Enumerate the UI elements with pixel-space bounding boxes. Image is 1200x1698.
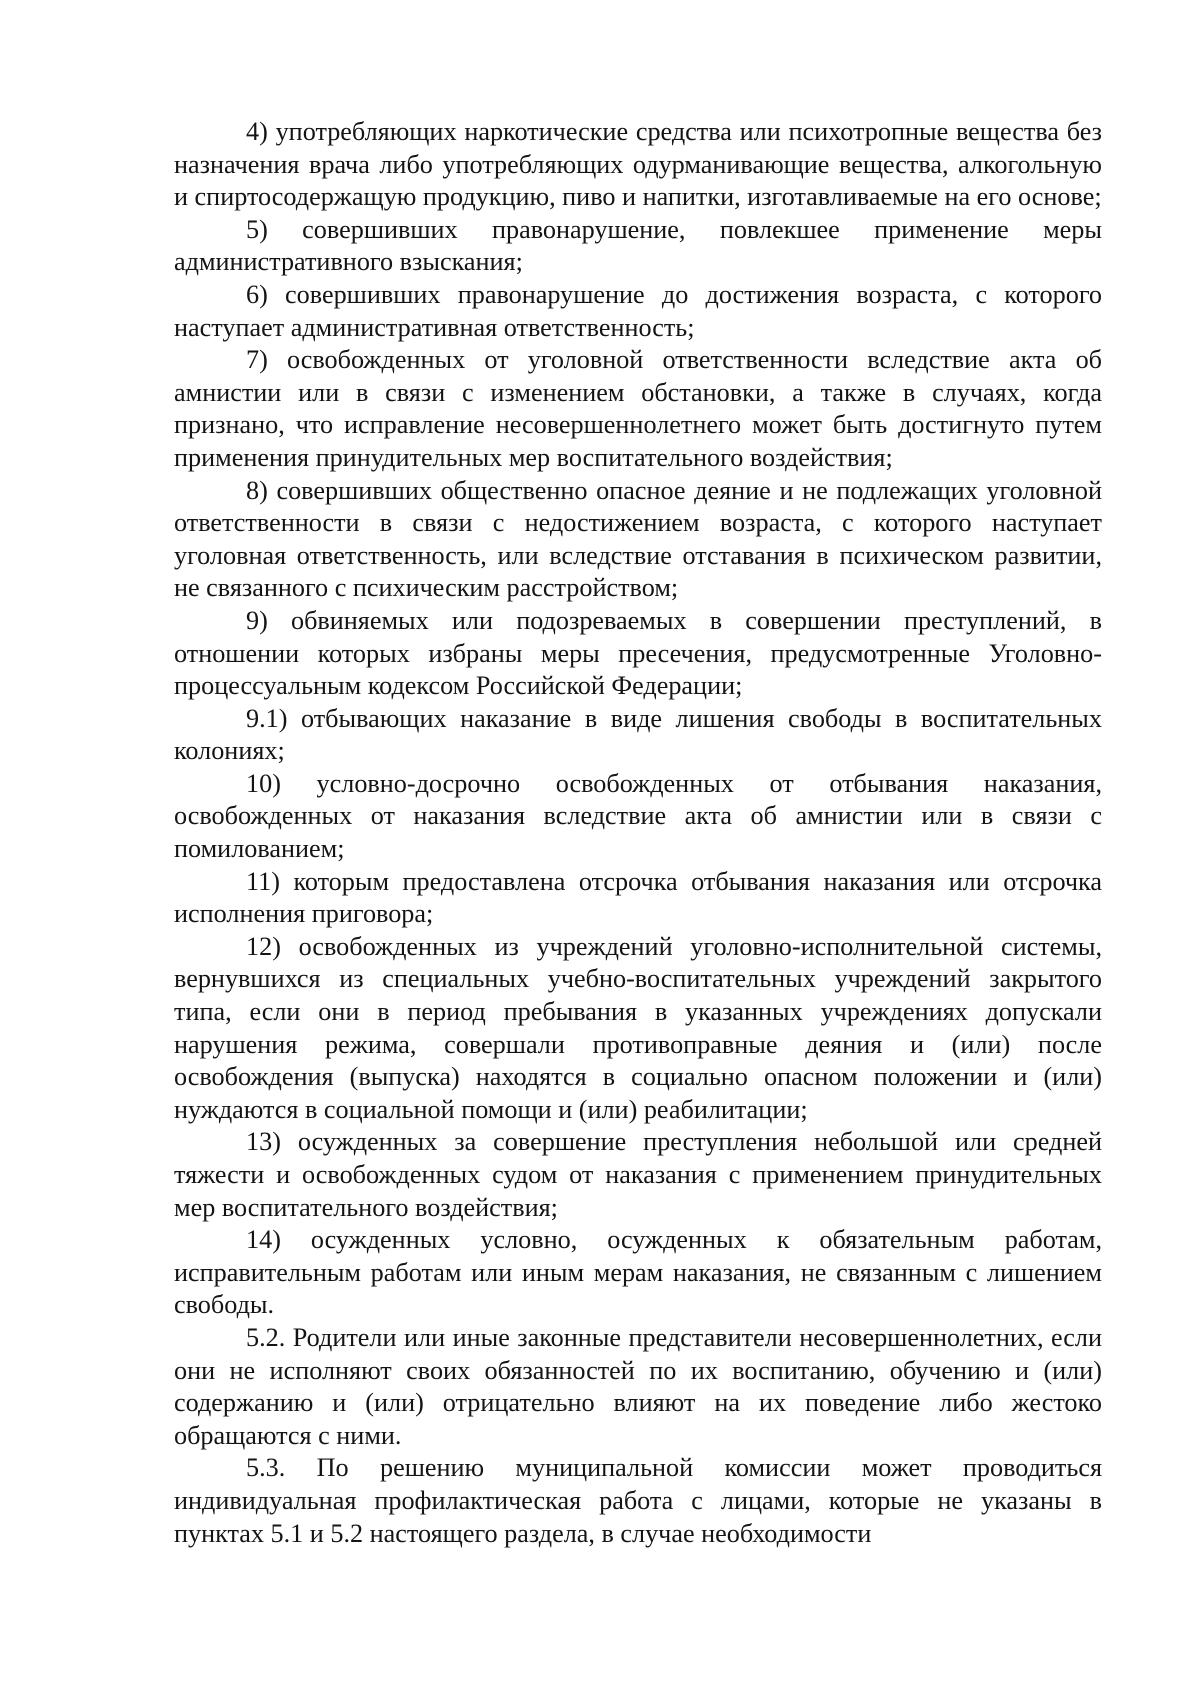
paragraph-item-9-1: 9.1) отбывающих наказание в виде лишения свободы в воспитательных колониях; bbox=[174, 703, 1102, 766]
paragraph-item-6: 6) совершивших правонарушение до достижения возраста, с которого наступает административная ответственность; bbox=[174, 279, 1102, 342]
paragraph-item-10: 10) условно-досрочно освобожденных от отбывания наказания, освобожденных от наказания вследствие акта об амнистии или в связи с помилованием; bbox=[174, 768, 1102, 864]
paragraph-item-14: 14) осужденных условно, осужденных к обязательным работам, исправительным работам или иным мерам наказания, не связанным с лишением свободы. bbox=[174, 1225, 1102, 1320]
paragraph-item-5: 5) совершивших правонарушение, повлекшее применение меры административного взыскания; bbox=[174, 214, 1102, 277]
paragraph-section-5-3: 5.3. По решению муниципальной комиссии может проводиться индивидуальная профилактическая работа с лицами, которые не указаны в пунктах 5.1 и 5.2 настоящего раздела, в случае необходимости bbox=[174, 1453, 1102, 1548]
paragraph-item-13: 13) осужденных за совершение преступления небольшой или средней тяжести и освобожденных судом от наказания с применением принудительных мер воспитательного воздействия; bbox=[174, 1127, 1102, 1222]
paragraph-item-8: 8) совершивших общественно опасное деяние и не подлежащих уголовной ответственности в связи с недостижением возраста, с которого наступает уголовная ответственность, или вследствие отставания в психическом развитии, не связанного с психическим расстройством; bbox=[174, 475, 1102, 603]
paragraph-item-9: 9) обвиняемых или подозреваемых в совершении преступлений, в отношении которых избраны меры пресечения, предусмотренные Уголовно-процессуальным кодексом Российской Федерации; bbox=[174, 605, 1102, 701]
paragraph-section-5-2: 5.2. Родители или иные законные представители несовершеннолетних, если они не исполняют своих обязанностей по их воспитанию, обучению и (или) содержанию и (или) отрицательно влияют на их поведение либо жестоко обращаются с ними. bbox=[174, 1322, 1102, 1450]
paragraph-item-7: 7) освобожденных от уголовной ответственности вследствие акта об амнистии или в связи с изменением обстановки, а также в случаях, когда признано, что исправление несовершеннолетнего может быть достигнуто путем применения принудительных мер воспитательного воздействия; bbox=[174, 345, 1102, 472]
paragraph-item-4: 4) употребляющих наркотические средства или психотропные вещества без назначения врача либо употребляющих одурманивающие вещества, алкогольную и спиртосодержащую продукцию, пиво и напитки, изготавливаемые на его основе; bbox=[174, 117, 1102, 212]
paragraph-item-12: 12) освобожденных из учреждений уголовно-исполнительной системы, вернувшихся из специальных учебно-воспитательных учреждений закрытого типа, если они в период пребывания в указанных учреждениях допускали нарушения режима, совершали противоправные деяния и (или) после освобождения (выпуска) находятся в социально опасном положении и (или) нуждаются в социальной помощи и (или) реабилитации; bbox=[174, 931, 1102, 1124]
paragraph-item-11: 11) которым предоставлена отсрочка отбывания наказания или отсрочка исполнения приговора; bbox=[174, 866, 1102, 929]
